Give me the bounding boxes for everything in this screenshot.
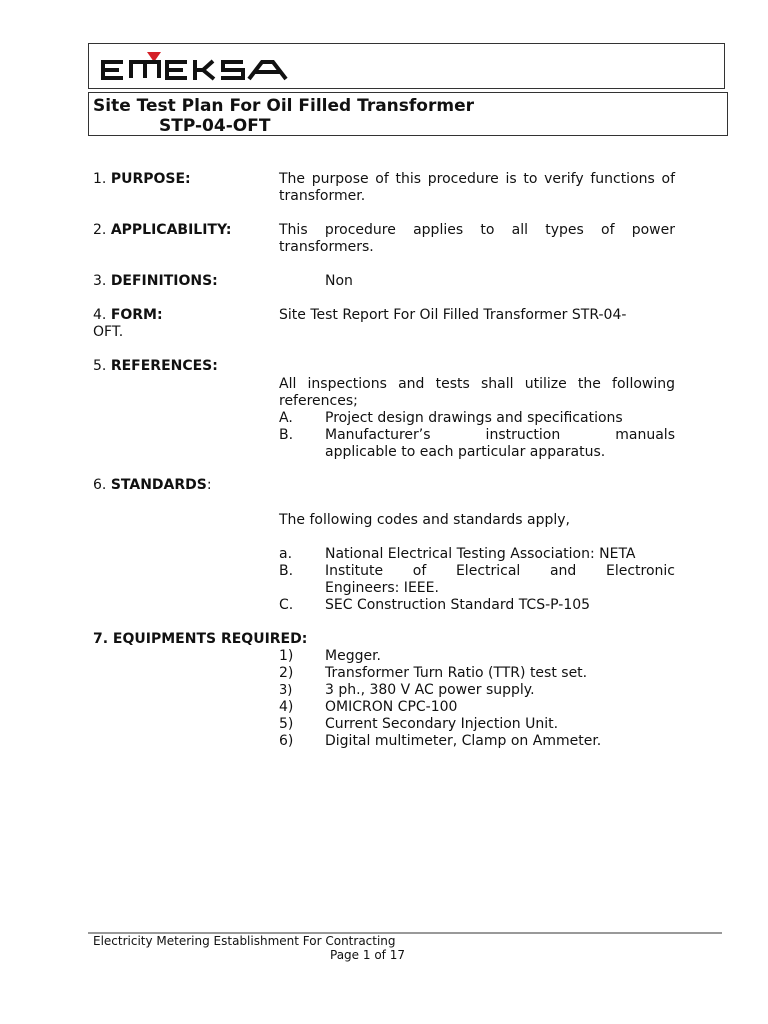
equipment-marker-6: 6) <box>279 733 294 749</box>
equipments-heading: 7. EQUIPMENTS REQUIRED: <box>93 631 308 647</box>
reference-marker-a: A. <box>279 410 293 426</box>
purpose-heading <box>93 171 191 188</box>
emeksa-logo <box>97 47 307 87</box>
applicability-heading <box>93 222 232 239</box>
equipment-marker-1: 1) <box>279 648 294 664</box>
references-intro: All inspections and tests shall utilize the following references; <box>279 376 675 409</box>
definitions-heading <box>93 273 218 290</box>
definitions-number: 3. <box>93 273 107 289</box>
purpose-number: 1. <box>93 171 107 187</box>
equipment-marker-5: 5) <box>279 716 294 732</box>
equipment-item-4: OMICRON CPC-100 <box>325 699 458 715</box>
form-heading <box>93 307 163 324</box>
applicability-label: APPLICABILITY: <box>110 222 232 238</box>
standard-marker-c: C. <box>279 597 294 613</box>
logo-box <box>88 43 725 89</box>
purpose-text: The purpose of this procedure is to verify functions of transformer. <box>279 171 675 204</box>
purpose-label: PURPOSE: <box>110 171 191 187</box>
standard-item-b-line2: Engineers: IEEE. <box>325 580 439 596</box>
standards-heading <box>93 477 212 494</box>
form-label: FORM: <box>110 307 163 323</box>
definitions-text: Non <box>325 273 353 289</box>
footer-organization: Electricity Metering Establishment For Contracting <box>93 934 396 948</box>
reference-item-a: Project design drawings and specifications <box>325 410 623 426</box>
equipment-marker-3: 3) <box>279 683 293 698</box>
equipment-item-1: Megger. <box>325 648 381 664</box>
equipment-item-6: Digital multimeter, Clamp on Ammeter. <box>325 733 602 749</box>
standards-intro: The following codes and standards apply, <box>279 512 570 528</box>
references-number: 5. <box>93 358 107 374</box>
standard-marker-b: B. <box>279 563 294 579</box>
reference-item-b-line2: applicable to each particular apparatus. <box>325 444 606 460</box>
standard-item-b-line1: Institute of Electrical and Electronic <box>325 563 675 579</box>
references-heading <box>93 358 218 375</box>
standards-colon: : <box>206 477 212 493</box>
standard-marker-a: a. <box>279 546 293 562</box>
standard-item-a: National Electrical Testing Association: NETA <box>325 546 636 562</box>
standard-item-c: SEC Construction Standard TCS-P-105 <box>325 597 591 613</box>
equipment-item-3: 3 ph., 380 V AC power supply. <box>325 682 535 698</box>
equipment-item-5: Current Secondary Injection Unit. <box>325 716 559 732</box>
document-title: Site Test Plan For Oil Filled Transformer <box>93 96 474 116</box>
form-text-line1: Site Test Report For Oil Filled Transformer STR-04- <box>279 307 627 323</box>
references-label: REFERENCES: <box>110 358 218 374</box>
equipment-marker-4: 4) <box>279 699 294 715</box>
equipment-marker-2: 2) <box>279 665 294 681</box>
standards-label: STANDARDS <box>110 477 207 493</box>
reference-item-b-line1: Manufacturer’s instruction manuals <box>325 427 675 443</box>
form-number: 4. <box>93 307 107 323</box>
definitions-label: DEFINITIONS: <box>110 273 218 289</box>
form-text-line2: OFT. <box>93 324 124 340</box>
standards-number: 6. <box>93 477 107 493</box>
footer-page-number: Page 1 of 17 <box>330 948 405 962</box>
applicability-number: 2. <box>93 222 107 238</box>
title-box <box>88 92 728 136</box>
applicability-text: This procedure applies to all types of power transformers. <box>279 222 675 255</box>
equipment-item-2: Transformer Turn Ratio (TTR) test set. <box>325 665 588 681</box>
reference-marker-b: B. <box>279 427 294 443</box>
document-code: STP-04-OFT <box>159 116 271 136</box>
